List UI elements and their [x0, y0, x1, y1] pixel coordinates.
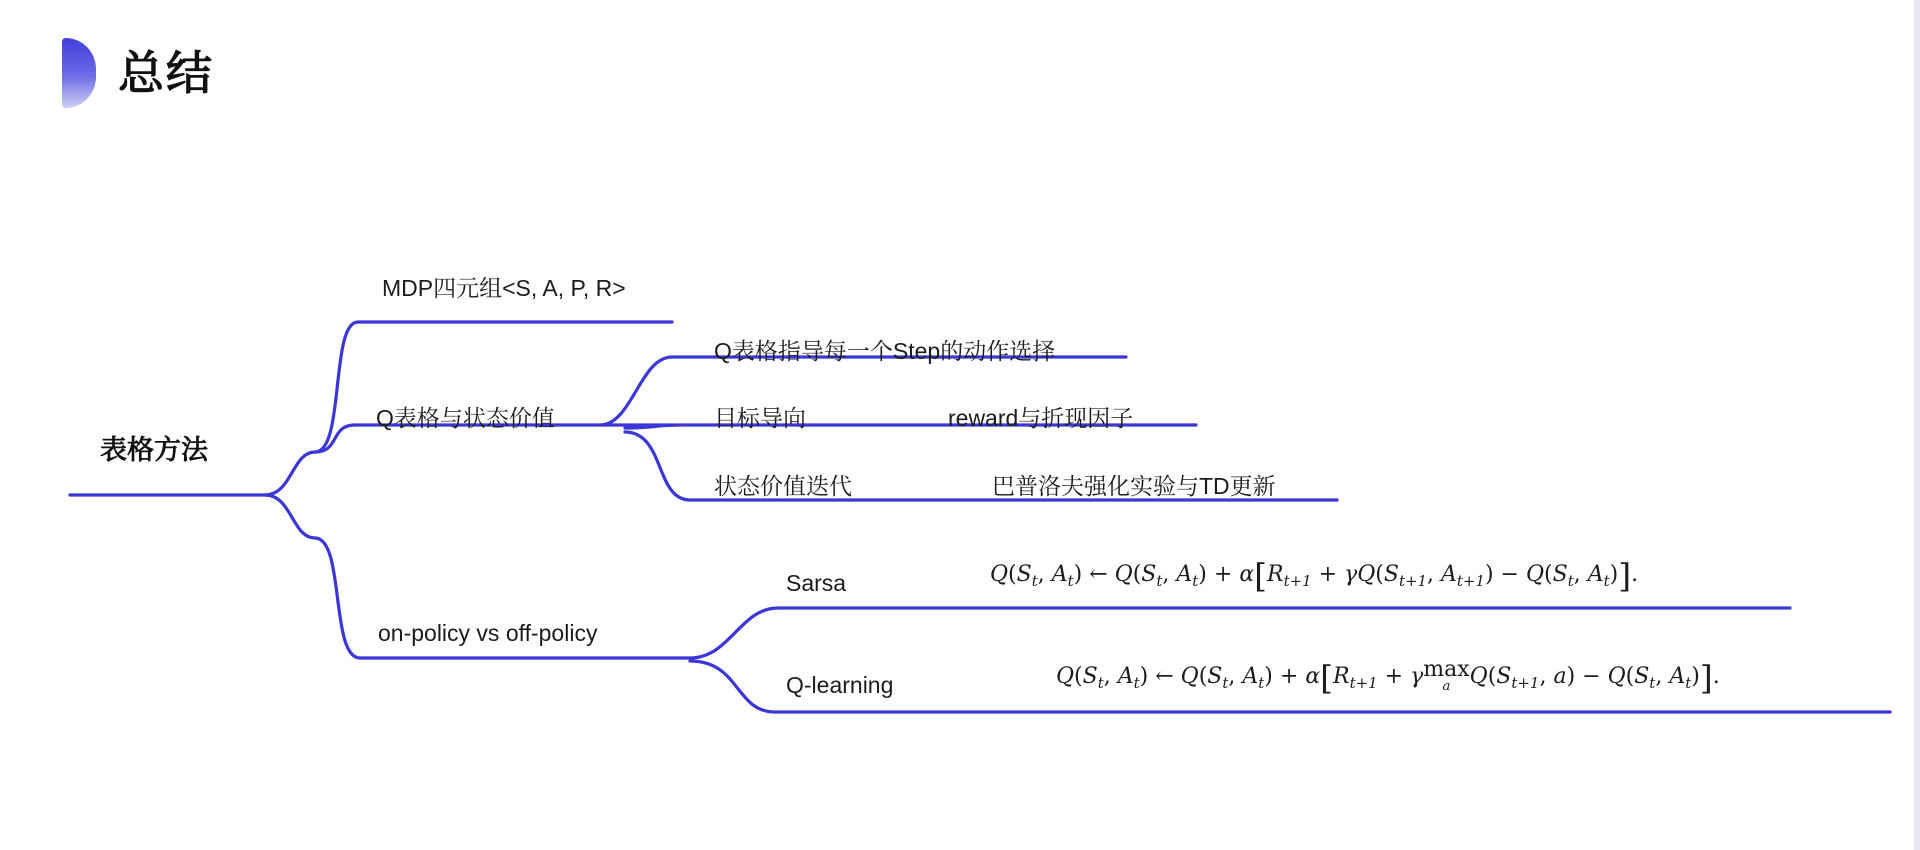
mindmap-child-value-iteration-detail: 巴普洛夫强化实验与TD更新 — [992, 473, 1276, 499]
mindmap-branch-mdp: MDP四元组<S, A, P, R> — [382, 275, 626, 301]
mindmap-child-goal-detail: reward与折现因子 — [948, 405, 1134, 431]
mindmap-child-sarsa: Sarsa — [786, 570, 847, 596]
formula-qlearning: $Q(S_t$, $A_t$) ← $Q(S_t$, $A_t) + \alpha[R_{t+1} + \gamma$ max a $Q(S_{t+1}$, $a) - Q(S_t$, $A_t$)]. — [1056, 656, 1720, 697]
mindmap-child-value-iteration: 状态价值迭代 — [714, 473, 852, 499]
mindmap-root-label: 表格方法 — [100, 435, 208, 465]
mindmap-child-qlearning: Q-learning — [786, 672, 894, 698]
right-edge-strip — [1914, 0, 1920, 850]
mindmap-child-q-step: Q表格指导每一个Step的动作选择 — [714, 338, 1056, 364]
page-title: 总结 — [118, 47, 214, 99]
mindmap-child-goal: 目标导向 — [714, 405, 806, 431]
mindmap-branch-policy: on-policy vs off-policy — [378, 620, 598, 646]
formula-sarsa: $Q(S_t$, $A_t$) ← $Q(S_t$, $A_t) + \alpha[R_{t+1} + \gamma Q(S_{t+1}$, $A_{t+1}) - Q(S_t$, $A_t$)]. — [990, 556, 1639, 595]
mindmap-branch-qtable: Q表格与状态价值 — [376, 405, 555, 431]
